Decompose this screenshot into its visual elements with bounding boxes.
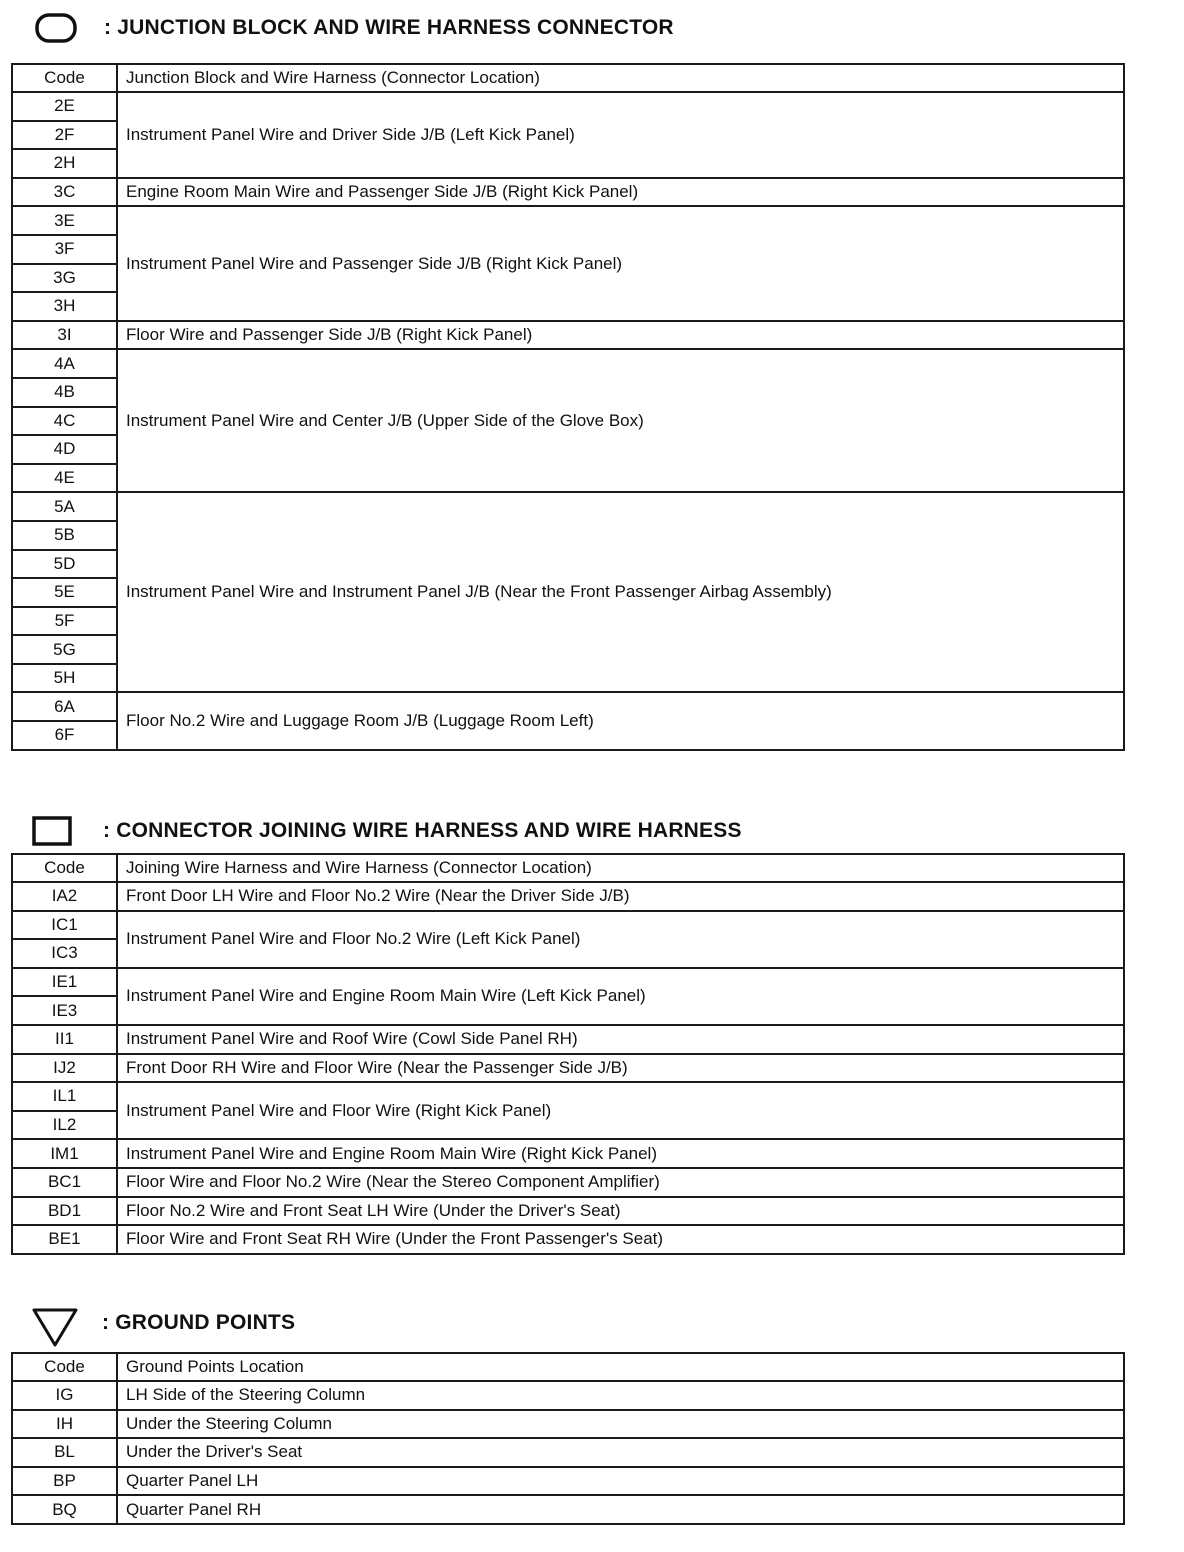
table-row bbox=[12, 968, 1124, 997]
code-cell: IA2 bbox=[12, 882, 117, 911]
code-cell: 3E bbox=[12, 206, 117, 235]
location-cell: Floor No.2 Wire and Luggage Room J/B (Luggage Room Left) bbox=[117, 692, 1124, 749]
location-cell: Floor No.2 Wire and Front Seat LH Wire (Under the Driver's Seat) bbox=[117, 1197, 1124, 1226]
table-row bbox=[12, 349, 1124, 378]
table-header-row bbox=[12, 64, 1124, 92]
table-row bbox=[12, 1467, 1124, 1496]
location-cell: Quarter Panel LH bbox=[117, 1467, 1124, 1496]
code-cell: IM1 bbox=[12, 1139, 117, 1168]
table-row bbox=[12, 1082, 1124, 1111]
table-row bbox=[12, 692, 1124, 721]
header-location-cell: Junction Block and Wire Harness (Connector Location) bbox=[117, 64, 1124, 92]
location-cell: LH Side of the Steering Column bbox=[117, 1381, 1124, 1410]
table-row bbox=[12, 92, 1124, 121]
code-cell: II1 bbox=[12, 1025, 117, 1054]
table-row bbox=[12, 321, 1124, 350]
table-row bbox=[12, 882, 1124, 911]
table-row bbox=[12, 178, 1124, 207]
code-cell: 5B bbox=[12, 521, 117, 550]
location-cell: Instrument Panel Wire and Roof Wire (Cowl Side Panel RH) bbox=[117, 1025, 1124, 1054]
location-cell: Instrument Panel Wire and Center J/B (Upper Side of the Glove Box) bbox=[117, 349, 1124, 492]
location-cell: Instrument Panel Wire and Engine Room Main Wire (Right Kick Panel) bbox=[117, 1139, 1124, 1168]
location-cell: Floor Wire and Passenger Side J/B (Right Kick Panel) bbox=[117, 321, 1124, 350]
table-row bbox=[12, 1495, 1124, 1524]
code-cell: 3C bbox=[12, 178, 117, 207]
location-cell: Floor Wire and Front Seat RH Wire (Under the Front Passenger's Seat) bbox=[117, 1225, 1124, 1254]
section-title: : JUNCTION BLOCK AND WIRE HARNESS CONNECTOR bbox=[104, 16, 674, 39]
table-row bbox=[12, 1168, 1124, 1197]
location-cell: Instrument Panel Wire and Passenger Side J/B (Right Kick Panel) bbox=[117, 206, 1124, 320]
code-cell: 3H bbox=[12, 292, 117, 321]
ground-points-table bbox=[11, 1352, 1125, 1525]
code-cell: IC1 bbox=[12, 911, 117, 940]
code-cell: 3I bbox=[12, 321, 117, 350]
connector-joining-table bbox=[11, 853, 1125, 1255]
code-cell: 2F bbox=[12, 121, 117, 150]
location-cell: Instrument Panel Wire and Floor Wire (Right Kick Panel) bbox=[117, 1082, 1124, 1139]
code-cell: IE3 bbox=[12, 996, 117, 1025]
table-row bbox=[12, 1054, 1124, 1083]
code-cell: 4D bbox=[12, 435, 117, 464]
code-cell: BD1 bbox=[12, 1197, 117, 1226]
header-location-cell: Ground Points Location bbox=[117, 1353, 1124, 1381]
header-code-cell: Code bbox=[12, 854, 117, 882]
location-cell: Floor Wire and Floor No.2 Wire (Near the Stereo Component Amplifier) bbox=[117, 1168, 1124, 1197]
header-code-cell: Code bbox=[12, 1353, 117, 1381]
code-cell: 4B bbox=[12, 378, 117, 407]
table-row bbox=[12, 1225, 1124, 1254]
code-cell: BC1 bbox=[12, 1168, 117, 1197]
location-cell: Under the Steering Column bbox=[117, 1410, 1124, 1439]
code-cell: 4E bbox=[12, 464, 117, 493]
header-location-cell: Joining Wire Harness and Wire Harness (Connector Location) bbox=[117, 854, 1124, 882]
code-cell: IG bbox=[12, 1381, 117, 1410]
location-cell: Instrument Panel Wire and Instrument Panel J/B (Near the Front Passenger Airbag Assembly) bbox=[117, 492, 1124, 692]
header-code-cell: Code bbox=[12, 64, 117, 92]
table-row bbox=[12, 206, 1124, 235]
code-cell: 2E bbox=[12, 92, 117, 121]
table-row bbox=[12, 1381, 1124, 1410]
table-header-row bbox=[12, 1353, 1124, 1381]
location-cell: Quarter Panel RH bbox=[117, 1495, 1124, 1524]
location-cell: Instrument Panel Wire and Driver Side J/B (Left Kick Panel) bbox=[117, 92, 1124, 178]
table-row bbox=[12, 911, 1124, 940]
code-cell: 5A bbox=[12, 492, 117, 521]
code-cell: IC3 bbox=[12, 939, 117, 968]
location-cell: Under the Driver's Seat bbox=[117, 1438, 1124, 1467]
section-title: : GROUND POINTS bbox=[102, 1311, 296, 1334]
code-cell: 3F bbox=[12, 235, 117, 264]
code-cell: BP bbox=[12, 1467, 117, 1496]
code-cell: BL bbox=[12, 1438, 117, 1467]
code-cell: 4A bbox=[12, 349, 117, 378]
code-cell: IE1 bbox=[12, 968, 117, 997]
code-cell: IL2 bbox=[12, 1111, 117, 1140]
table-row bbox=[12, 1025, 1124, 1054]
code-cell: BE1 bbox=[12, 1225, 117, 1254]
code-cell: 5F bbox=[12, 607, 117, 636]
table-row bbox=[12, 1139, 1124, 1168]
table-row bbox=[12, 1197, 1124, 1226]
code-cell: 5D bbox=[12, 550, 117, 579]
junction-block-table bbox=[11, 63, 1125, 751]
section-title: : CONNECTOR JOINING WIRE HARNESS AND WIRE HARNESS bbox=[103, 819, 742, 842]
location-cell: Front Door LH Wire and Floor No.2 Wire (Near the Driver Side J/B) bbox=[117, 882, 1124, 911]
location-cell: Instrument Panel Wire and Floor No.2 Wire (Left Kick Panel) bbox=[117, 911, 1124, 968]
table-row bbox=[12, 1410, 1124, 1439]
code-cell: BQ bbox=[12, 1495, 117, 1524]
table-row bbox=[12, 1438, 1124, 1467]
table-header-row bbox=[12, 854, 1124, 882]
code-cell: 6F bbox=[12, 721, 117, 750]
code-cell: 2H bbox=[12, 149, 117, 178]
square-icon bbox=[30, 814, 74, 848]
code-cell: 5E bbox=[12, 578, 117, 607]
code-cell: 5G bbox=[12, 635, 117, 664]
code-cell: IJ2 bbox=[12, 1054, 117, 1083]
location-cell: Instrument Panel Wire and Engine Room Main Wire (Left Kick Panel) bbox=[117, 968, 1124, 1025]
code-cell: IL1 bbox=[12, 1082, 117, 1111]
table-row bbox=[12, 492, 1124, 521]
code-cell: IH bbox=[12, 1410, 117, 1439]
rounded-oval-icon bbox=[34, 12, 78, 44]
triangle-down-icon bbox=[30, 1305, 80, 1349]
location-cell: Front Door RH Wire and Floor Wire (Near the Passenger Side J/B) bbox=[117, 1054, 1124, 1083]
code-cell: 5H bbox=[12, 664, 117, 693]
location-cell: Engine Room Main Wire and Passenger Side J/B (Right Kick Panel) bbox=[117, 178, 1124, 207]
code-cell: 4C bbox=[12, 407, 117, 436]
code-cell: 6A bbox=[12, 692, 117, 721]
code-cell: 3G bbox=[12, 264, 117, 293]
